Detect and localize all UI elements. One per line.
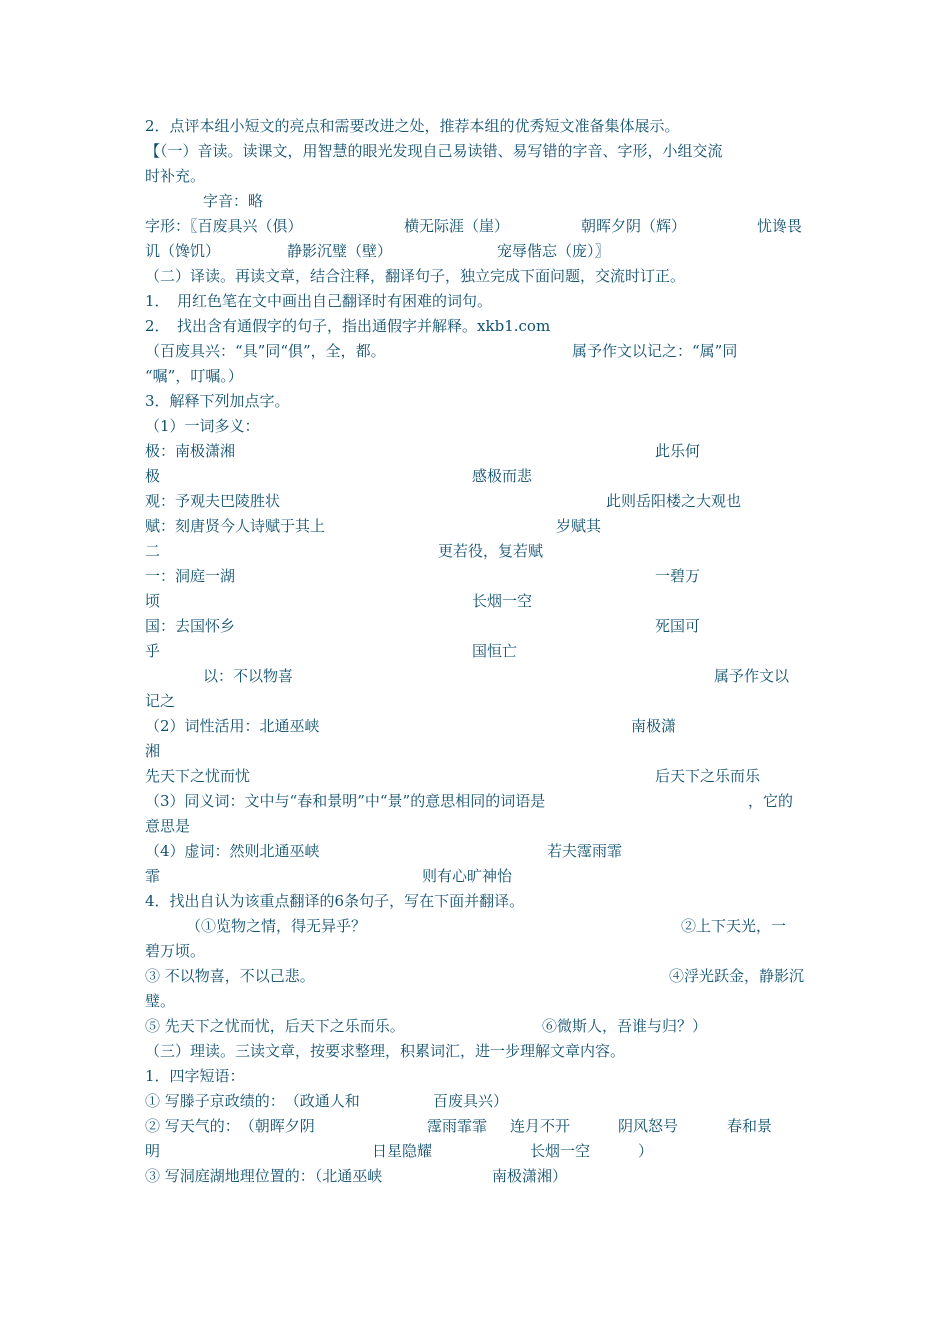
text-line: 1． 用红色笔在文中画出自己翻译时有困难的词句。 — [145, 292, 493, 310]
text-line: 长烟一空 — [530, 1142, 591, 1160]
text-line: 朝晖夕阴（辉） — [581, 217, 687, 235]
text-line: 4．找出自认为该重点翻译的6条句子，写在下面并翻译。 — [145, 892, 525, 910]
text-line: 二 — [145, 542, 161, 560]
text-line: 湘 — [145, 742, 161, 760]
text-line: 国恒亡 — [472, 642, 518, 660]
text-line: 字音：略 — [203, 192, 264, 210]
text-line: （百废具兴：“具”同“俱”，全，都。 — [145, 342, 386, 360]
text-line: 南极潇 — [631, 717, 677, 735]
text-line: ④浮光跃金，静影沉 — [669, 967, 805, 985]
text-line: 以：不以物喜 — [203, 667, 294, 685]
text-line: 霏 — [145, 867, 161, 885]
text-line: 2． 找出含有通假字的句子，指出通假字并解释。xkb1.com — [145, 317, 551, 335]
text-line: 国：去国怀乡 — [145, 617, 236, 635]
text-line: 此乐何 — [655, 442, 701, 460]
text-line: ⑤ 先天下之忧而忧，后天下之乐而乐。 — [145, 1017, 405, 1035]
text-line: 时补充。 — [145, 167, 206, 185]
text-line: 一：洞庭一湖 — [145, 567, 236, 585]
text-line: 阴风怒号 — [618, 1117, 679, 1135]
text-line: （三）理读。三读文章，按要求整理，积累词汇，进一步理解文章内容。 — [145, 1042, 626, 1060]
text-line: （3）同义词：文中与“春和景明”中“景”的意思相同的词语是 — [145, 792, 546, 810]
text-line: 1．四字短语： — [145, 1067, 245, 1085]
text-line: 横无际涯（崖） — [404, 217, 510, 235]
text-line: 后天下之乐而乐 — [655, 767, 761, 785]
text-line: ② 写天气的： （朝晖夕阴 — [145, 1117, 315, 1135]
text-line: 璧。 — [145, 992, 176, 1010]
text-line: 岁赋其 — [556, 517, 602, 535]
text-line: 更若役，复若赋 — [438, 542, 544, 560]
text-line: 意思是 — [145, 817, 191, 835]
text-line: 2．点评本组小短文的亮点和需要改进之处，推荐本组的优秀短文准备集体展示。 — [145, 117, 680, 135]
text-line: 极：南极潇湘 — [145, 442, 236, 460]
text-line: 属予作文以 — [714, 667, 790, 685]
text-line: 一碧万 — [655, 567, 701, 585]
text-line: ） — [638, 1142, 654, 1160]
text-line: 宠辱偕忘（庞）〗 — [497, 242, 610, 260]
text-line: ⑥微斯人，吾谁与归？） — [542, 1017, 708, 1035]
text-line: 连月不开 — [510, 1117, 571, 1135]
text-line: 顷 — [145, 592, 161, 610]
text-line: ① 写滕子京政绩的： （政通人和 — [145, 1092, 360, 1110]
text-line: 碧万顷。 — [145, 942, 206, 960]
text-line: 记之 — [145, 692, 176, 710]
text-line: ③ 写洞庭湖地理位置的：（北通巫峡 — [145, 1167, 383, 1185]
text-line: 【（一）音读。读课文，用智慧的眼光发现自己易读错、易写错的字音、字形，小组交流 — [145, 142, 723, 160]
text-line: 讥（馋饥） — [145, 242, 221, 260]
text-line: 霪雨霏霏 — [427, 1117, 488, 1135]
text-line: 南极潇湘） — [492, 1167, 568, 1185]
text-line: 先天下之忧而忧 — [145, 767, 251, 785]
text-line: 静影沉璧（壁） — [287, 242, 393, 260]
text-line: ，它的 — [748, 792, 794, 810]
text-line: 极 — [145, 467, 161, 485]
text-line: ③ 不以物喜，不以己悲。 — [145, 967, 315, 985]
text-line: 感极而悲 — [472, 467, 533, 485]
text-line: 观：予观夫巴陵胜状 — [145, 492, 281, 510]
text-line: ②上下天光，一 — [681, 917, 787, 935]
text-line: 春和景 — [727, 1117, 773, 1135]
text-line: 明 — [145, 1142, 161, 1160]
text-line: 则有心旷神怡 — [422, 867, 513, 885]
text-line: 日星隐耀 — [372, 1142, 433, 1160]
text-line: 长烟一空 — [472, 592, 533, 610]
text-line: 百废具兴） — [433, 1092, 509, 1110]
text-line: 3．解释下列加点字。 — [145, 392, 290, 410]
text-line: 若夫霪雨霏 — [547, 842, 623, 860]
text-line: （二）译读。再读文章，结合注释，翻译句子，独立完成下面问题，交流时订正。 — [145, 267, 686, 285]
text-line: （4）虚词：然则北通巫峡 — [145, 842, 320, 860]
text-line: 赋：刻唐贤今人诗赋于其上 — [145, 517, 326, 535]
text-line: 字形：〖百废具兴（俱） — [145, 217, 303, 235]
text-line: 乎 — [145, 642, 161, 660]
text-line: 属予作文以记之：“属”同 — [572, 342, 738, 360]
text-line: （1）一词多义： — [145, 417, 260, 435]
text-line: 死国可 — [655, 617, 701, 635]
text-line: 忧谗畏 — [757, 217, 803, 235]
text-line: （2）词性活用：北通巫峡 — [145, 717, 320, 735]
text-line: 此则岳阳楼之大观也 — [606, 492, 742, 510]
text-line: （①览物之情，得无异乎？ — [186, 917, 367, 935]
text-line: “嘱”，叮嘱。） — [145, 367, 243, 385]
